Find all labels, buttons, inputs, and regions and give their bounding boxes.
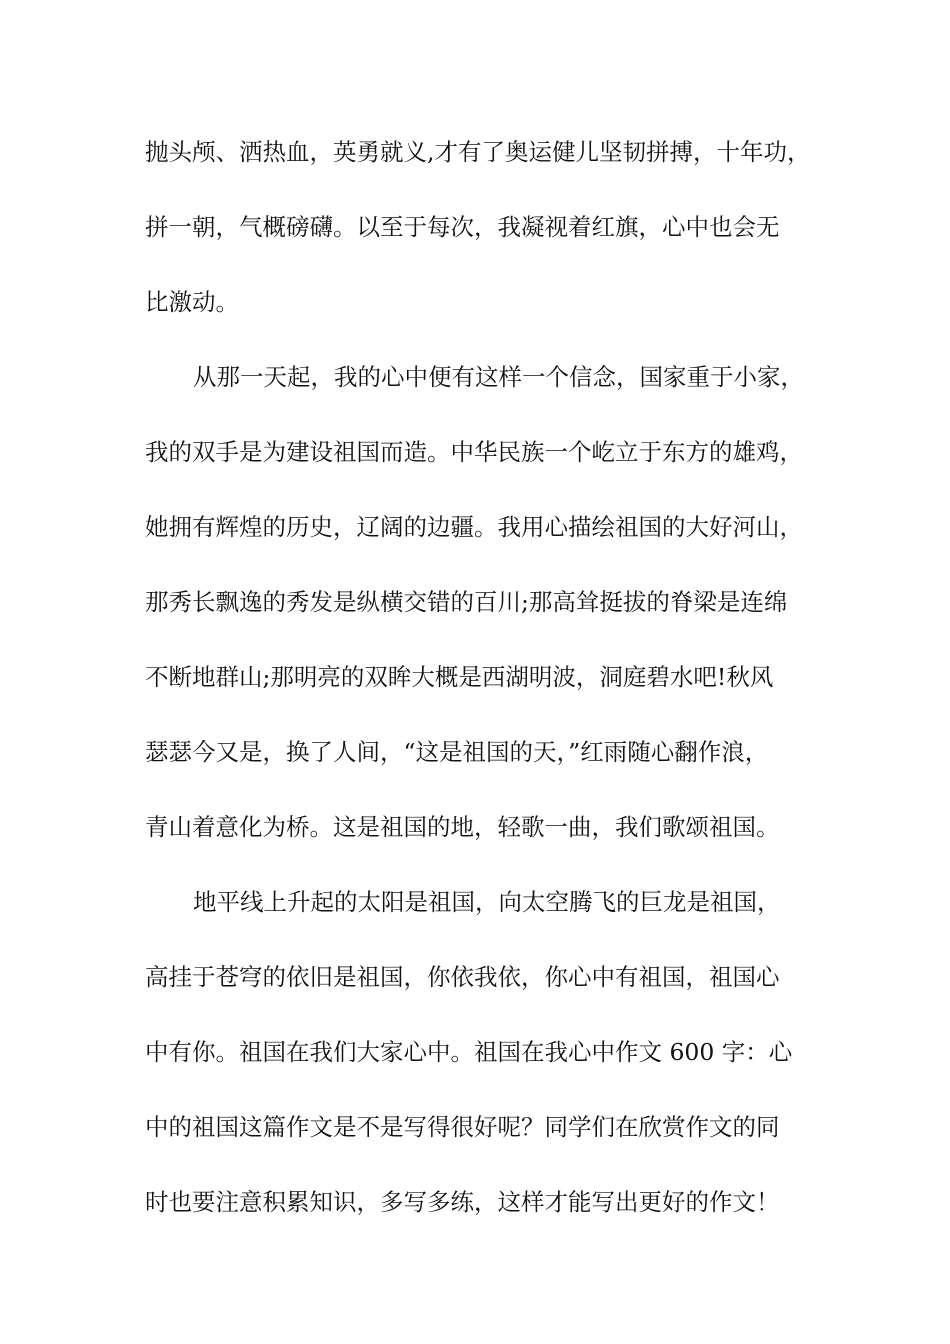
text-line: 我的双手是为建设祖国而造。中华民族一个屹立于东方的雄鸡， bbox=[145, 438, 803, 466]
text-line: 比激动。 bbox=[145, 288, 239, 316]
text-line: 中有你。祖国在我们大家心中。祖国在我心中作文 600 字：心 bbox=[145, 1038, 793, 1066]
text-line: 她拥有辉煌的历史，辽阔的边疆。我用心描绘祖国的大好河山， bbox=[145, 513, 803, 541]
text-line: 从那一天起，我的心中便有这样一个信念，国家重于小家， bbox=[193, 363, 804, 391]
text-line: 青山着意化为桥。这是祖国的地，轻歌一曲，我们歌颂祖国。 bbox=[145, 813, 780, 841]
text-line: 那秀长飘逸的秀发是纵横交错的百川;那高耸挺拔的脊梁是连绵 bbox=[145, 588, 788, 616]
text-line: 拼一朝，气概磅礴。以至于每次，我凝视着红旗，心中也会无 bbox=[145, 213, 780, 241]
text-line: 抛头颅、洒热血，英勇就义,才有了奥运健儿坚韧拼搏，十年功， bbox=[145, 138, 811, 166]
text-line: 中的祖国这篇作文是不是写得很好呢？同学们在欣赏作文的同 bbox=[145, 1113, 780, 1141]
text-line: 时也要注意积累知识，多写多练，这样才能写出更好的作文！ bbox=[145, 1188, 780, 1216]
text-line: 瑟瑟今又是，换了人间，“这是祖国的天，”红雨随心翻作浪， bbox=[145, 738, 769, 766]
text-line: 高挂于苍穹的依旧是祖国，你依我依，你心中有祖国，祖国心 bbox=[145, 963, 780, 991]
text-line: 地平线上升起的太阳是祖国，向太空腾飞的巨龙是祖国， bbox=[193, 888, 781, 916]
text-line: 不断地群山;那明亮的双眸大概是西湖明波，洞庭碧水吧!秋风 bbox=[145, 663, 774, 691]
